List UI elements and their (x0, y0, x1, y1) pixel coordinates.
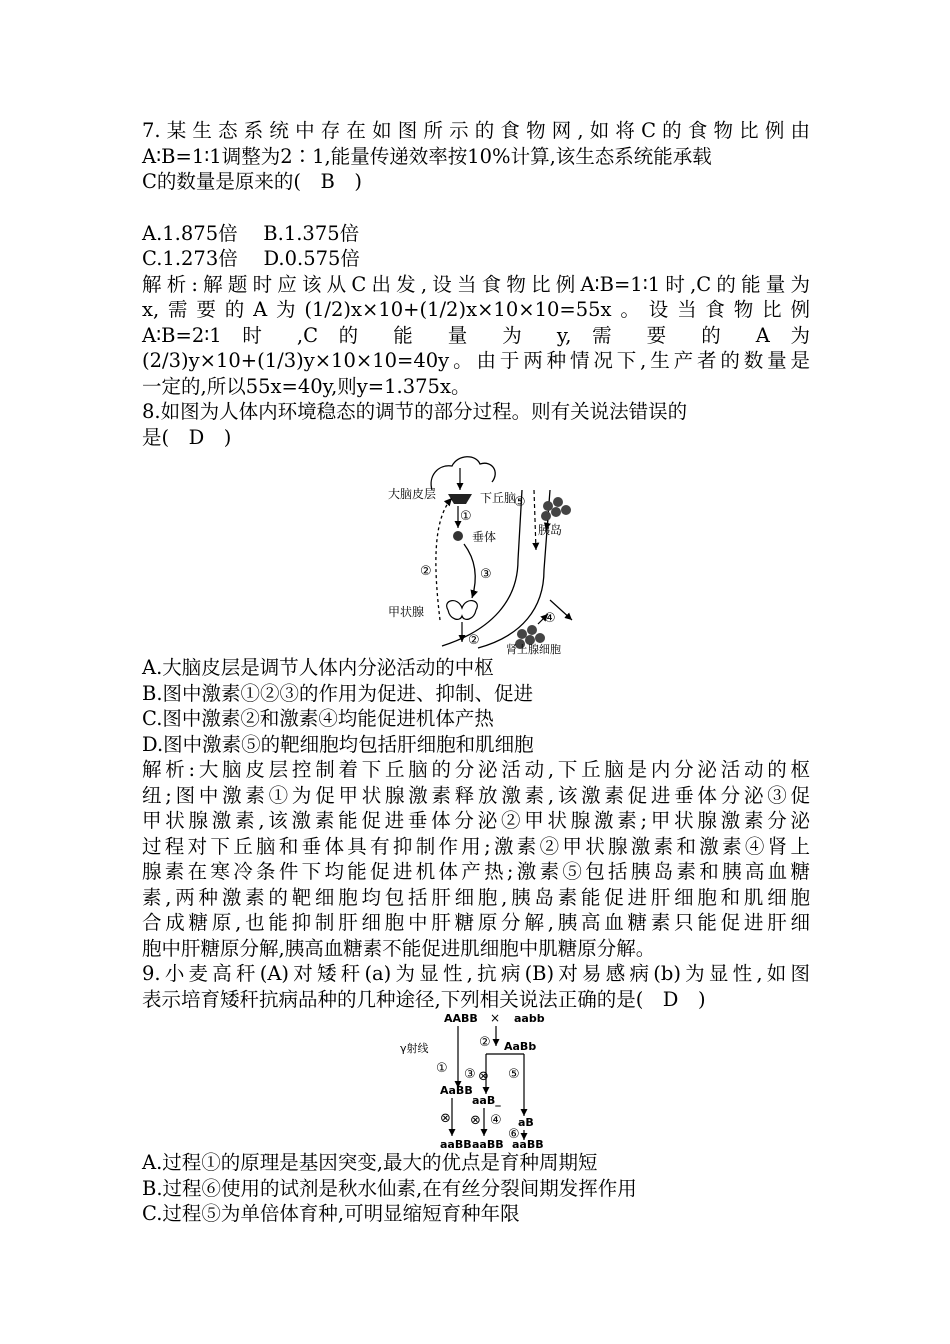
islet-cells-shape (541, 497, 571, 521)
gamma-ray-label: γ射线 (400, 1042, 429, 1055)
q8-analysis-line: 解析:大脑皮层控制着下丘脑的分泌活动,下丘脑是内分泌活动的枢 (142, 758, 810, 781)
offspring-aabb: aaBB (440, 1138, 472, 1150)
pituitary-label: 垂体 (472, 530, 497, 544)
page-content (142, 118, 810, 1227)
endocrine-regulation-figure (142, 450, 810, 655)
offspring-aabb: aaBB (512, 1138, 544, 1150)
q7-analysis-line: 一定的,所以55x=40y,则y=1.375x。 (142, 374, 471, 398)
q8-stem-line: 是( D ) (142, 425, 232, 449)
q8-analysis-line: 腺素在寒冷条件下均能促进机体产热;激素⑤包括胰岛素和胰高血糖 (142, 860, 810, 883)
pituitary-shape (453, 531, 463, 541)
process-4-number: ④ (490, 1113, 502, 1128)
hormone-4-number: ④ (544, 611, 556, 626)
q9-option-line: A.过程①的原理是基因突变,最大的优点是育种周期短 (142, 1151, 598, 1174)
result-aab: aaB_ (472, 1094, 501, 1107)
hypothalamus-shape (448, 494, 472, 504)
breeding-pathway-figure (142, 1012, 810, 1150)
result-ab: aB (518, 1116, 534, 1129)
breeding-diagram (142, 1012, 810, 1150)
q7-analysis-line: A∶B=2∶1 时 ,C 的 能 量 为 y, 需 要 的 A 为 (142, 323, 810, 347)
q7-option-line: C.1.273倍 D.0.575倍 (142, 247, 360, 270)
process-2-number: ② (479, 1035, 491, 1050)
cross-symbol: × (490, 1012, 501, 1025)
f1-aabb: AaBb (504, 1040, 537, 1053)
q8-analysis-line: 甲状腺激素,该激素能促进垂体分泌②甲状腺激素;甲状腺激素分泌 (142, 809, 810, 832)
q9-option-line: C.过程⑤为单倍体育种,可明显缩短育种年限 (142, 1202, 520, 1225)
q8-option-line: B.图中激素①②③的作用为促进、抑制、促进 (142, 681, 534, 705)
self-cross-symbol: ⊗ (440, 1111, 451, 1126)
hormone-2-number: ② (468, 633, 480, 648)
hormone-2-feedback-number: ② (420, 564, 432, 579)
q7-stem-line: 7.某生态系统中存在如图所示的食物网,如将C的食物比例由 (142, 119, 810, 142)
q9-option-line: B.过程⑥使用的试剂是秋水仙素,在有丝分裂间期发挥作用 (142, 1176, 637, 1200)
q9-stem-line: 9.小麦高秆(A)对矮秆(a)为显性,抗病(B)对易感病(b)为显性,如图 (142, 962, 810, 985)
hypothalamus-label: 下丘脑 (480, 491, 517, 505)
hormone-1-number: ① (460, 509, 472, 524)
thyroid-shape (447, 601, 478, 620)
hormone-3-number: ③ (480, 567, 492, 582)
q8-option-line: C.图中激素②和激素④均能促进机体产热 (142, 707, 494, 730)
cortex-label: 大脑皮层 (388, 487, 437, 501)
q7-analysis-line: x,需要的A为(1/2)x×10+(1/2)x×10×10=55x。设当食物比例 (142, 298, 810, 321)
q7-option-line: A.1.875倍 B.1.375倍 (142, 221, 360, 245)
q7-stem-line: C的数量是原来的( B ) (142, 170, 362, 193)
q8-analysis-line: 合成糖原,也能抑制肝细胞中肝糖原分解,胰高血糖素只能促进肝细 (142, 911, 810, 934)
q8-option-line: D.图中激素⑤的靶细胞均包括肝细胞和肌细胞 (142, 732, 534, 756)
q8-option-line: A.大脑皮层是调节人体内分泌活动的中枢 (142, 656, 494, 679)
process-3-number: ③ (464, 1067, 476, 1082)
cortex-cloud-shape (431, 457, 495, 490)
q8-stem-line: 8.如图为人体内环境稳态的调节的部分过程。则有关说法错误的 (142, 400, 688, 423)
q7-analysis-line: (2/3)y×10+(1/3)y×10×10=40y。由于两种情况下,生产者的数量是 (142, 349, 810, 372)
process-5-number: ⑤ (508, 1067, 520, 1082)
q8-analysis-line: 纽;图中激素①为促甲状腺激素释放激素,该激素促进垂体分泌③促 (142, 783, 810, 807)
parent-aabb-recessive: aabb (514, 1012, 545, 1025)
hormone-5-number: ⑤ (514, 495, 526, 510)
offspring-aabb: aaBB (472, 1138, 504, 1150)
self-cross-symbol: ⊗ (470, 1113, 481, 1128)
question-7 (142, 118, 810, 399)
process-6-number: ⑥ (508, 1127, 520, 1142)
q8-analysis-line: 胞中肝糖原分解,胰高血糖素不能促进肌细胞中肌糖原分解。 (142, 936, 656, 960)
q8-analysis-line: 素,两种激素的靶细胞均包括肝细胞,胰岛素能促进肝细胞和肌细胞 (142, 885, 810, 909)
process-1-number: ① (436, 1061, 448, 1076)
self-cross-symbol: ⊗ (478, 1069, 489, 1084)
islet-label: 胰岛 (538, 523, 563, 537)
q7-stem-line: A∶B=1∶1调整为2∶1,能量传递效率按10%计算,该生态系统能承载 (142, 144, 712, 168)
q9-stem-line: 表示培育矮秆抗病品种的几种途径,下列相关说法正确的是( D ) (142, 987, 706, 1011)
q8-analysis-line: 过程对下丘脑和垂体具有抑制作用;激素②甲状腺激素和激素④肾上 (142, 834, 810, 858)
adrenal-label: 肾上腺细胞 (506, 643, 561, 655)
parent-aabb-dominant: AABB (444, 1012, 478, 1025)
thyroid-label: 甲状腺 (388, 605, 425, 619)
q7-analysis-line: 解析:解题时应该从C出发,设当食物比例A∶B=1∶1时,C的能量为 (142, 272, 810, 296)
result-aabb: AaBB (440, 1084, 473, 1097)
question-9 (142, 961, 810, 1227)
question-8 (142, 399, 810, 961)
endocrine-diagram (142, 450, 810, 655)
